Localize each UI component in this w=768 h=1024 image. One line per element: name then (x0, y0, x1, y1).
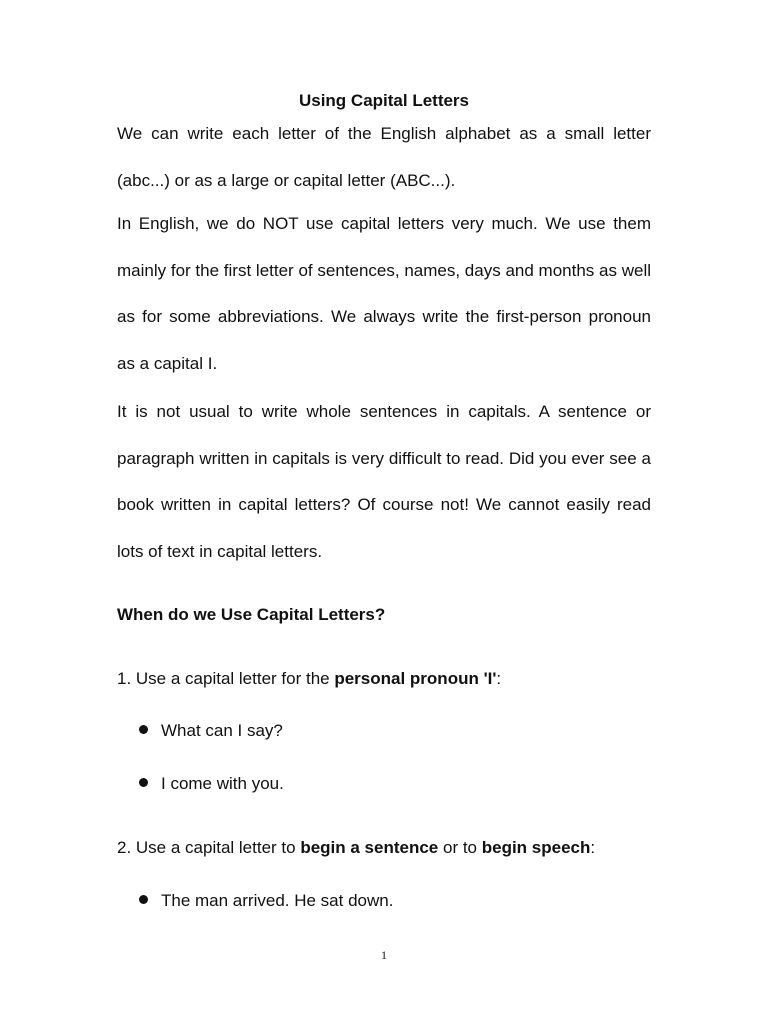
rule-2-bold-2: begin speech (481, 838, 591, 857)
rule-1-bold: personal pronoun 'I' (334, 669, 497, 688)
bullet-icon (139, 778, 148, 787)
list-item (139, 717, 283, 745)
example-text: I come with you. (161, 774, 284, 793)
list-item (139, 770, 284, 798)
example-text: What can I say? (161, 721, 283, 740)
bullet-icon (139, 725, 148, 734)
list-item (139, 887, 393, 915)
rule-2-text-after: : (590, 838, 596, 857)
paragraph-alphabet: We can write each letter of the English alphabet as a small letter (abc...) or as a large or capital letter (ABC...). (117, 124, 651, 190)
rule-2-text-middle: or to (438, 838, 482, 857)
paragraph-usage: In English, we do NOT use capital letters very much. We use them mainly for the first letter of sentences, names, days and months as well as for some abbreviations. We always write the first-person pronoun as a capital I. (117, 214, 651, 374)
rule-2 (117, 834, 595, 862)
rule-2-bold-1: begin a sentence (300, 838, 439, 857)
example-text: The man arrived. He sat down. (161, 891, 394, 910)
paragraph-readability: It is not usual to write whole sentences in capitals. A sentence or paragraph written in capitals is very difficult to read. Did you ever see a book written in capital letters? Of course not! We cannot easily read lots of text in capital letters. (117, 402, 651, 562)
bullet-icon (139, 895, 148, 904)
section-heading: When do we Use Capital Letters? (117, 605, 386, 624)
document-title: Using Capital Letters (298, 91, 470, 110)
rule-1 (117, 665, 501, 693)
rule-1-text-after: : (496, 669, 502, 688)
rule-2-text-before: 2. Use a capital letter to (117, 838, 301, 857)
document-page (117, 0, 651, 1024)
rule-1-text-before: 1. Use a capital letter for the (117, 669, 335, 688)
page-number: 1 (381, 948, 387, 962)
